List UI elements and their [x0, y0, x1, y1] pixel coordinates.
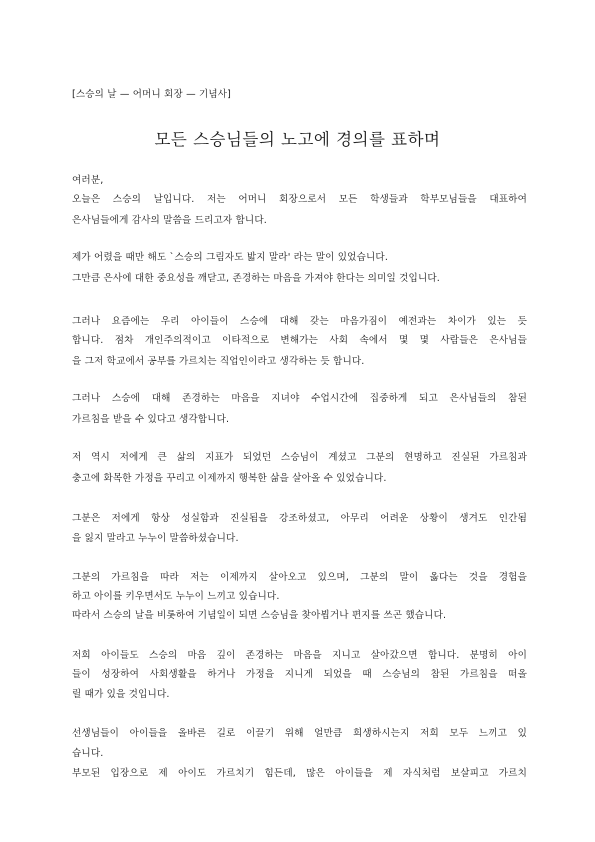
body-line: 여러분, [72, 175, 104, 186]
body-line: 그만큼 은사에 대한 중요성을 깨닫고, 존경하는 마음을 가져야 한다는 의미일 것입니다. [72, 273, 441, 284]
body-line: 을 그저 학교에서 공부를 가르치는 직업인이라고 생각하는 듯 합니다. [72, 356, 365, 367]
body-line: 그러나 스승에 대해 존경하는 마음을 지녀야 수업시간에 집중하게 되고 은사님들의 참된 [72, 393, 527, 404]
body-line: 은사님들에게 감사의 말씀을 드리고자 합니다. [72, 215, 267, 226]
body-line: 그러나 요즘에는 우리 아이들이 스승에 대해 갖는 마음가짐이 예전과는 차이가 있는 듯 [72, 316, 527, 327]
body-line: 오늘은 스승의 날입니다. 저는 어머니 회장으로서 모든 학생들과 학부모님들을 대표하여 [72, 194, 527, 205]
body-line: 들이 성장하여 사회생활을 하거나 가정을 지니게 되었을 때 스승님의 참된 가르침을 떠올 [72, 669, 527, 680]
body-line: 가르침을 받을 수 있다고 생각합니다. [72, 414, 230, 425]
body-line: 부모된 입장으로 제 아이도 가르치기 힘든데, 많은 아이들을 제 자식처럼 보살피고 가르치 [72, 768, 527, 779]
body-line: 하고 아이를 키우면서도 누누이 느끼고 있습니다. [72, 591, 280, 602]
body-line: 합니다. 점차 개인주의적이고 이타적으로 변해가는 사회 속에서 몇 몇 사람들은 은사님들 [72, 335, 527, 346]
body-line: 따라서 스승의 날을 비롯하여 기념일이 되면 스승님을 찾아뵙거나 편지를 쓰곤 했습니다. [72, 610, 447, 621]
body-line: 릴 때가 있을 것입니다. [72, 689, 170, 700]
body-line: 그분은 저에게 항상 성실함과 진실됨을 강조하셨고, 아무리 어려운 상황이 생겨도 인간됨 [72, 513, 527, 524]
body-line: 습니다. [72, 748, 104, 759]
body-line: 제가 어렸을 때만 해도 `스승의 그림자도 밟지 말라' 라는 말이 있었습니다. [72, 252, 389, 263]
body-line: 을 잃지 말라고 누누이 말씀하셨습니다. [72, 533, 239, 544]
body-line: 충고에 화목한 가정을 꾸리고 이제까지 행복한 삶을 살아올 수 있었습니다. [72, 473, 387, 484]
body-line: 선생님들이 아이들을 올바른 길로 이끌기 위해 얼만큼 희생하시는지 저희 모두 느끼고 있 [72, 728, 527, 739]
body-line: 저희 아이들도 스승의 마음 깊이 존경하는 마음을 지니고 살아갔으면 합니다. 분명히 아이 [72, 650, 527, 661]
body-line: 저 역시 저에게 큰 삶의 지표가 되었던 스승님이 계셨고 그분의 현명하고 진실된 가르침과 [72, 452, 527, 463]
document-tag: [스승의 날 — 어머니 회장 — 기념사] [72, 89, 232, 100]
document-title: 모든 스승님들의 노고에 경의를 표하며 [154, 130, 441, 149]
body-line: 그분의 가르침을 따라 저는 이제까지 살아오고 있으며, 그분의 말이 옳다는 것을 경험을 [72, 572, 527, 583]
